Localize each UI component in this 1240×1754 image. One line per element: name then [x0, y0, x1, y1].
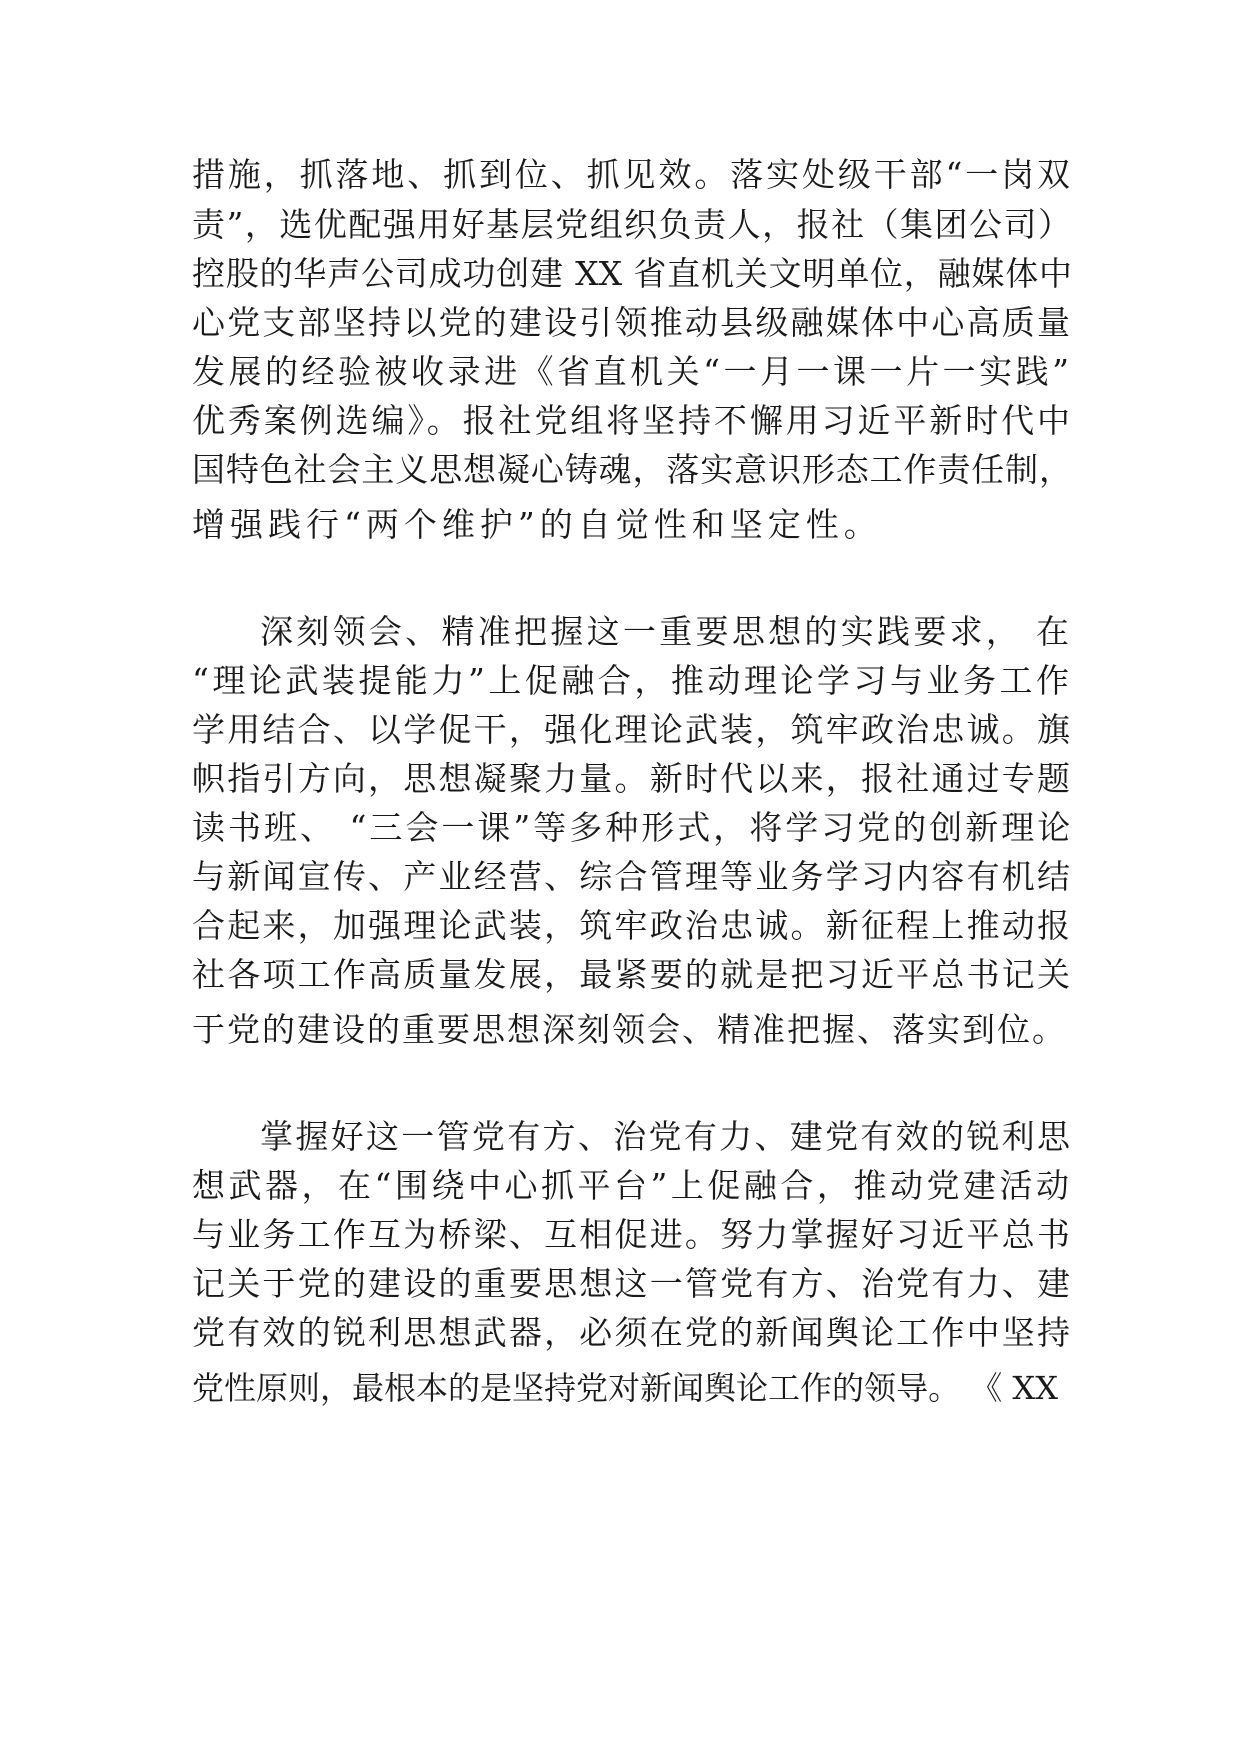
- paragraph-1-line-5: 发展的经验被收录进《省直机关“一月一课一片一实践”: [192, 352, 1072, 391]
- paragraph-3-line-3: 与业务工作互为桥梁、互相促进。努力掌握好习近平总书: [192, 1215, 1072, 1254]
- paragraph-1-line-7: 国特色社会主义思想凝心铸魂，落实意识形态工作责任制，: [192, 450, 1072, 489]
- paragraph-3-line-1: 掌握好这一管党有方、治党有力、建党有效的锐利思: [260, 1117, 1072, 1156]
- paragraph-1-line-8: 增强践行“两个维护”的自觉性和坚定性。: [192, 505, 882, 544]
- paragraph-1-line-3: 控股的华声公司成功创建 XX 省直机关文明单位，融媒体中: [192, 254, 1072, 293]
- paragraph-1-line-6: 优秀案例选编》。报社党组将坚持不懈用习近平新时代中: [192, 401, 1072, 440]
- paragraph-2-line-4: 帜指引方向，思想凝聚力量。新时代以来，报社通过专题: [192, 759, 1072, 798]
- paragraph-1-line-1: 措施，抓落地、抓到位、抓见效。落实处级干部“一岗双: [192, 155, 1072, 194]
- paragraph-2-line-2: “理论武装提能力”上促融合，推动理论学习与业务工作: [192, 661, 1072, 700]
- paragraph-3-line-6: 党性原则，最根本的是坚持党对新闻舆论工作的领导。 《 XX: [192, 1369, 1058, 1407]
- paragraph-2-line-9: 于党的建设的重要思想深刻领会、精准把握、落实到位。: [192, 1010, 1067, 1049]
- paragraph-2-line-8: 社各项工作高质量发展，最紧要的就是把习近平总书记关: [192, 955, 1072, 994]
- paragraph-1-line-2: 责”，选优配强用好基层党组织负责人，报社（集团公司）: [192, 205, 1072, 244]
- paragraph-2-line-7: 合起来，加强理论武装，筑牢政治忠诚。新征程上推动报: [192, 906, 1072, 945]
- paragraph-3-line-4: 记关于党的建设的重要思想这一管党有方、治党有力、建: [192, 1264, 1072, 1303]
- paragraph-3-line-2: 想武器，在“围绕中心抓平台”上促融合，推动党建活动: [192, 1166, 1072, 1205]
- paragraph-2-line-3: 学用结合、以学促干，强化理论武装，筑牢政治忠诚。旗: [192, 710, 1072, 749]
- paragraph-1-line-4: 心党支部坚持以党的建设引领推动县级融媒体中心高质量: [192, 303, 1072, 342]
- paragraph-2-line-5: 读书班、 “三会一课”等多种形式，将学习党的创新理论: [192, 808, 1074, 847]
- paragraph-2-line-6: 与新闻宣传、产业经营、综合管理等业务学习内容有机结: [192, 857, 1072, 896]
- paragraph-2-line-1: 深刻领会、精准把握这一重要思想的实践要求， 在: [260, 612, 1072, 651]
- paragraph-3-line-5: 党有效的锐利思想武器，必须在党的新闻舆论工作中坚持: [192, 1313, 1072, 1352]
